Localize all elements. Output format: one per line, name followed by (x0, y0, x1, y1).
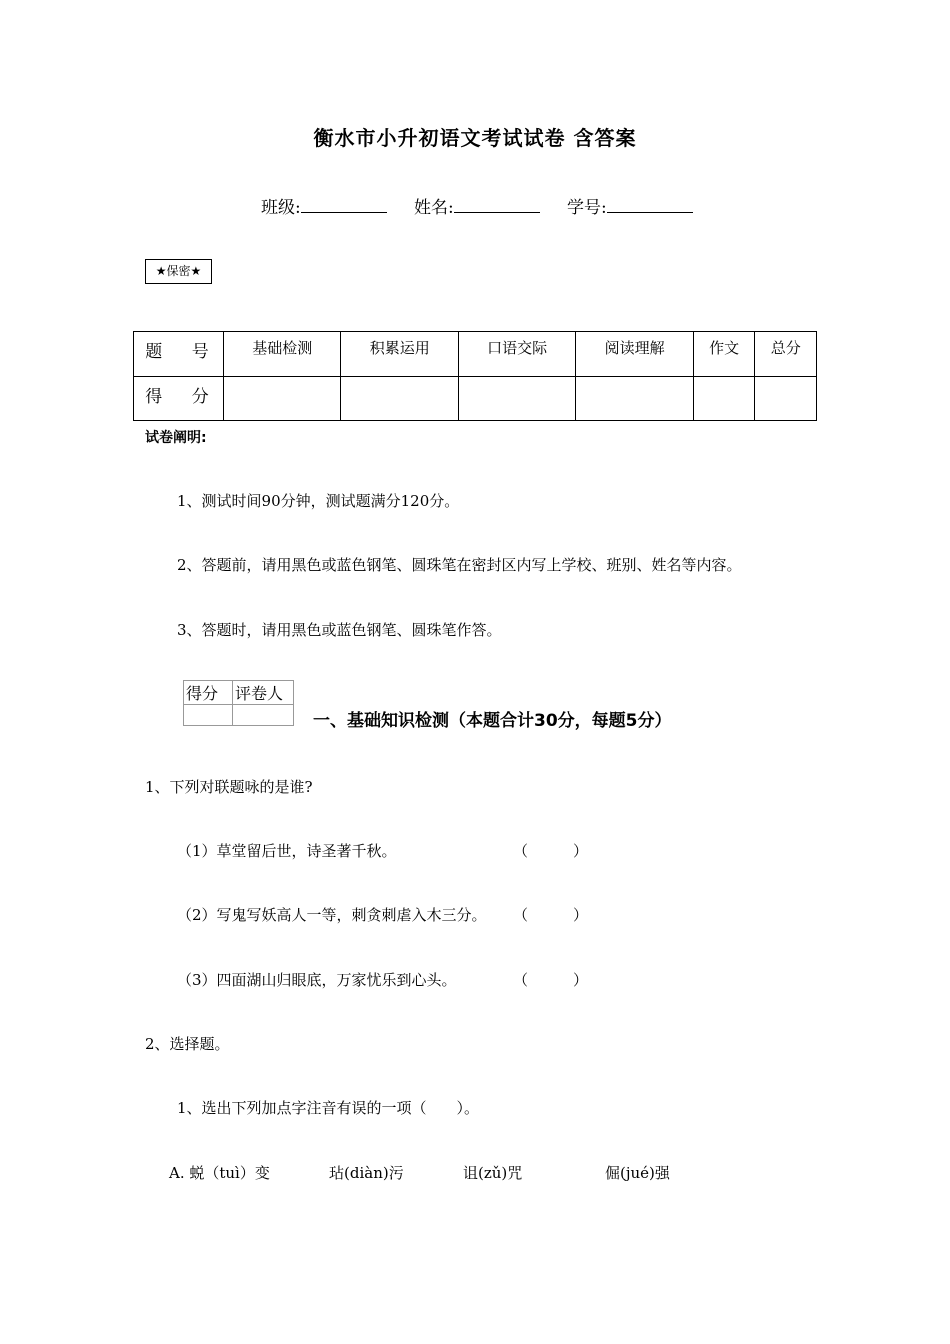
grader-box (183, 680, 294, 726)
score-cell[interactable] (458, 376, 575, 421)
question-2-prompt: 2、选择题。 (145, 1035, 230, 1053)
answer-paren[interactable]: （ ） (513, 971, 589, 989)
secret-badge: ★保密★ (145, 259, 212, 284)
score-cell[interactable] (341, 376, 458, 421)
instruction-item: 2、答题前，请用黑色或蓝色钢笔、圆珠笔在密封区内写上学校、班别、姓名等内容。 (177, 556, 742, 574)
score-cell[interactable] (224, 376, 341, 421)
page-title: 衡水市小升初语文考试试卷 含答案 (313, 126, 637, 150)
column-header: 积累运用 (341, 332, 458, 377)
column-header: 阅读理解 (576, 332, 693, 377)
column-header: 口语交际 (458, 332, 575, 377)
question-1-item: （2）写鬼写妖高人一等，刺贪刺虐入木三分。 (177, 906, 487, 924)
student-id-blank[interactable] (607, 196, 693, 213)
class-label: 班级: (261, 198, 301, 218)
name-blank[interactable] (454, 196, 540, 213)
column-header: 总分 (755, 332, 817, 377)
answer-paren[interactable]: （ ） (513, 842, 589, 860)
name-field (414, 193, 540, 218)
instruction-item: 1、测试时间90分钟，测试题满分120分。 (177, 492, 460, 510)
instructions-heading: 试卷阐明: (145, 430, 207, 446)
student-id-field (567, 193, 693, 218)
column-header: 基础检测 (224, 332, 341, 377)
option-word: 倔(jué)强 (605, 1164, 670, 1182)
question-1-item: （3）四面湖山归眼底，万家忧乐到心头。 (177, 971, 457, 989)
grader-name-cell[interactable] (233, 705, 294, 726)
section-title: 一、基础知识检测（本题合计30分，每题5分） (313, 711, 672, 731)
score-cell[interactable] (693, 376, 755, 421)
grader-score-cell[interactable] (184, 705, 233, 726)
instruction-item: 3、答题时，请用黑色或蓝色钢笔、圆珠笔作答。 (177, 621, 502, 639)
score-table (133, 331, 817, 421)
name-label: 姓名: (414, 198, 454, 218)
option-word: 玷(diàn)污 (329, 1164, 404, 1182)
question-1-prompt: 1、下列对联题咏的是谁? (145, 778, 313, 796)
option-word: 诅(zǔ)咒 (463, 1164, 523, 1182)
class-field (261, 193, 387, 218)
grader-score-label: 得分 (184, 681, 233, 705)
student-id-label: 学号: (567, 198, 607, 218)
class-blank[interactable] (301, 196, 387, 213)
score-cell[interactable] (755, 376, 817, 421)
question-2-sub: 1、选出下列加点字注音有误的一项（ ）。 (177, 1099, 480, 1117)
question-1-item: （1）草堂留后世，诗圣著千秋。 (177, 842, 397, 860)
answer-paren[interactable]: （ ） (513, 906, 589, 924)
score-cell[interactable] (576, 376, 693, 421)
score-table-header-row (134, 332, 817, 377)
score-table-score-row (134, 376, 817, 421)
option-a: A. 蜕（tuì）变 (169, 1164, 270, 1182)
grader-name-label: 评卷人 (233, 681, 294, 705)
score-label: 得 分 (134, 376, 224, 421)
column-header: 作文 (693, 332, 755, 377)
header-label: 题 号 (134, 332, 224, 377)
